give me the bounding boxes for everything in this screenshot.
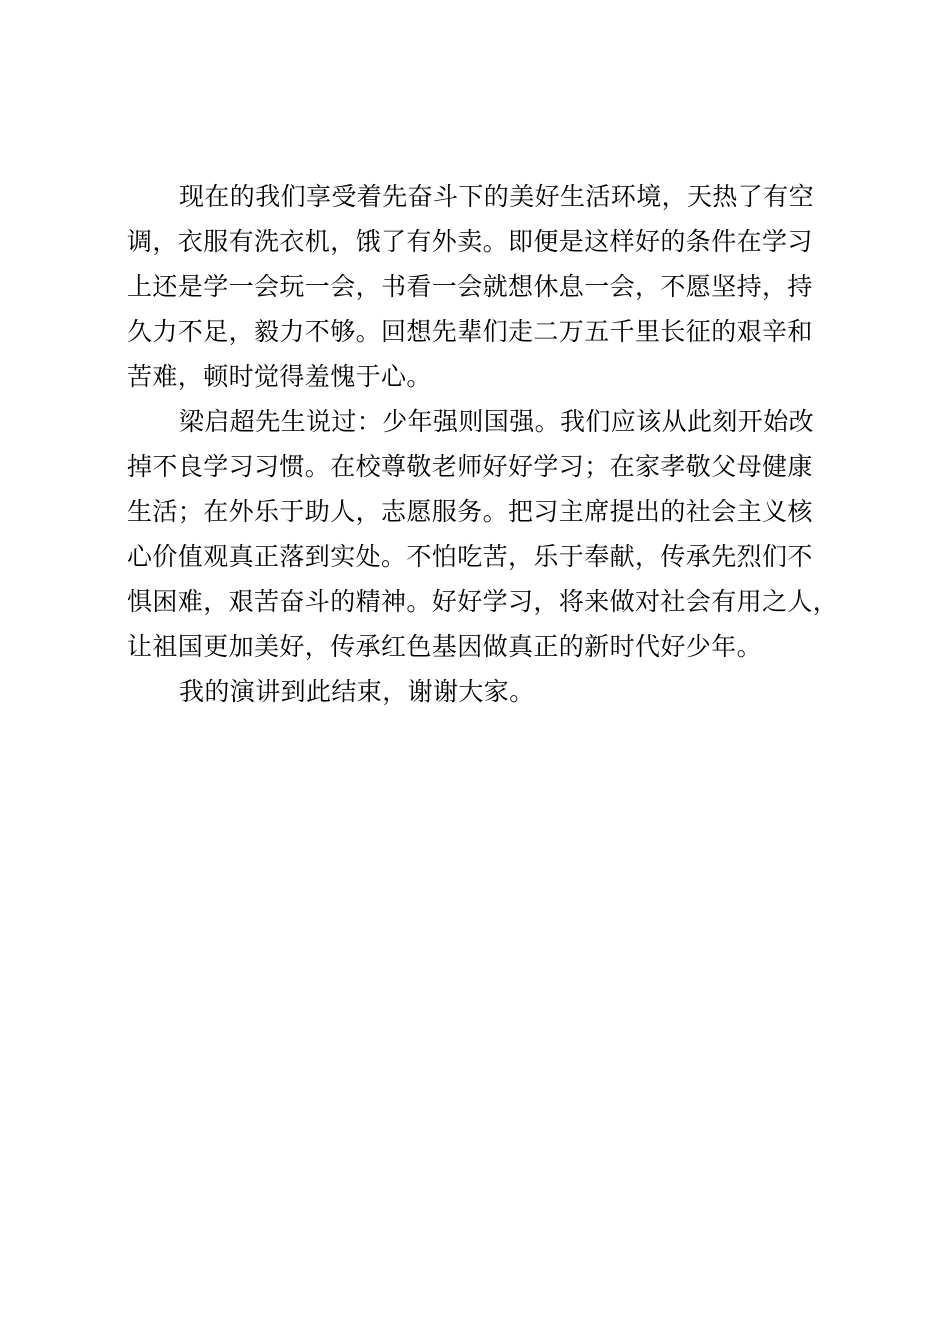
paragraph-line: 惧困难，艰苦奋斗的精神。好好学习，将来做对社会有用之人， (127, 587, 839, 616)
paragraph-line: 上还是学一会玩一会，书看一会就想休息一会，不愿坚持，持 (127, 272, 813, 301)
paragraph-line: 生活；在外乐于助人，志愿服务。把习主席提出的社会主义核 (127, 497, 813, 526)
paragraph-line: 心价值观真正落到实处。不怕吃苦，乐于奉献，传承先烈们不 (127, 542, 813, 571)
document-body (127, 174, 847, 714)
paragraph-line: 调，衣服有洗衣机，饿了有外卖。即便是这样好的条件在学习 (127, 227, 813, 256)
paragraph-line: 我的演讲到此结束，谢谢大家。 (179, 677, 535, 706)
paragraph-line: 掉不良学习习惯。在校尊敬老师好好学习；在家孝敬父母健康 (127, 452, 813, 481)
paragraph-line: 让祖国更加美好，传承红色基因做真正的新时代好少年。 (127, 632, 763, 661)
paragraph-line: 久力不足，毅力不够。回想先辈们走二万五千里长征的艰辛和 (127, 317, 813, 346)
paragraph-3 (127, 669, 847, 714)
paragraph-line: 苦难，顿时觉得羞愧于心。 (127, 362, 432, 391)
paragraph-line: 梁启超先生说过：少年强则国强。我们应该从此刻开始改 (179, 407, 815, 436)
paragraph-line: 现在的我们享受着先奋斗下的美好生活环境，天热了有空 (179, 182, 815, 211)
paragraph-2 (127, 399, 847, 669)
paragraph-1 (127, 174, 847, 399)
